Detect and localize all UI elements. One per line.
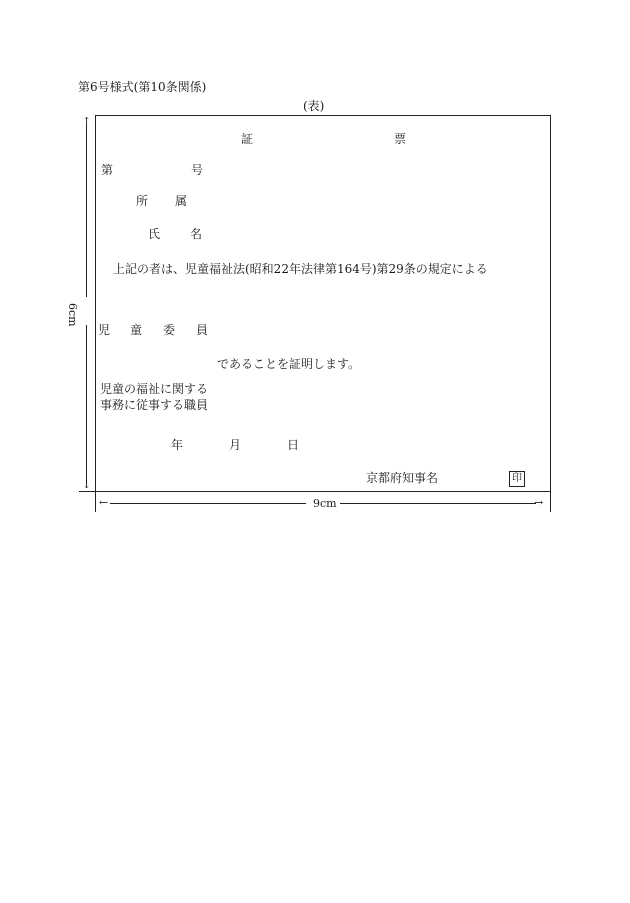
arrow-up-icon: ↑ [82,115,92,128]
number-prefix: 第 [101,163,114,177]
affiliation-label-2: 属 [175,194,188,208]
seal-stamp: 印 [509,471,525,487]
arrow-left-icon: ← [99,496,109,509]
staff-line-1: 児童の福祉に関する [100,382,209,396]
role-char-4: 員 [196,323,209,337]
width-dimension-line-left [110,503,306,504]
number-suffix: 号 [191,163,204,177]
role-char-2: 童 [130,323,143,337]
certificate-card [95,115,551,492]
role-char-3: 委 [163,323,176,337]
affiliation-label-1: 所 [136,194,149,208]
date-year: 年 [171,438,184,452]
card-title-right: 票 [394,132,407,146]
side-label: (表) [303,99,325,113]
arrow-down-icon: ↓ [82,478,92,491]
right-extension-tick [550,491,551,512]
height-dimension-line-bottom [86,325,87,485]
date-day: 日 [287,438,300,452]
name-label-1: 氏 [148,227,161,241]
certify-text: であることを証明します。 [217,357,361,371]
form-title: 第6号様式(第10条関係) [78,80,207,94]
statement-text: 上記の者は、児童福祉法(昭和22年法律第164号)第29条の規定による [113,262,488,276]
width-dimension-label: 9cm [313,497,337,510]
left-extension-tick [95,491,96,512]
staff-line-2: 事務に従事する職員 [100,398,209,412]
arrow-right-icon: → [534,496,544,509]
date-month: 月 [229,438,242,452]
issuer-name: 京都府知事名 [366,471,439,485]
role-char-1: 児 [98,323,111,337]
width-dimension-line-right [340,503,536,504]
card-title-left: 証 [241,132,254,146]
height-dimension-line-top [86,124,87,297]
name-label-2: 名 [190,227,203,241]
bottom-extension-line [79,491,96,492]
height-dimension-label: 6cm [66,303,79,327]
